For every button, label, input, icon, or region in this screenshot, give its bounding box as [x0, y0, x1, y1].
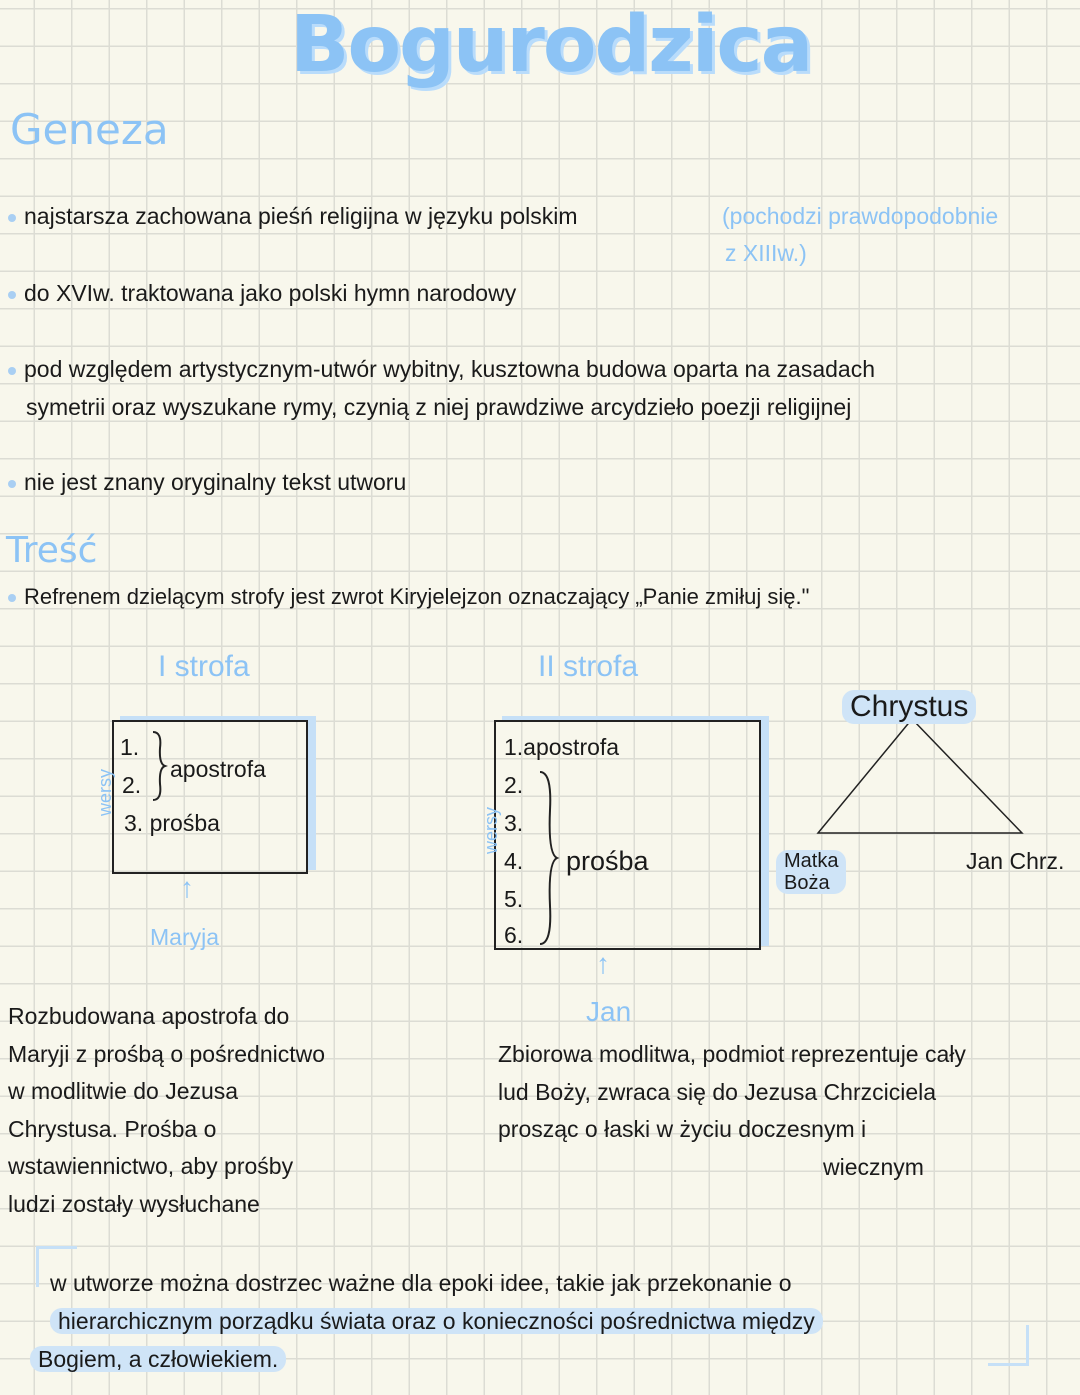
bullet-text: pod względem artystycznym-utwór wybitny, kusztowna budowa oparta na zasadach [24, 356, 875, 382]
bullet-text: Refrenem dzielącym strofy jest zwrot Kiryjelejzon oznaczający „Panie zmiłuj się." [24, 584, 810, 609]
bullet-2 [8, 280, 516, 307]
verse-3: 3. prośba [124, 810, 220, 836]
strofa-2-side-label: wersy [481, 806, 502, 855]
summary [38, 1264, 823, 1378]
desc-line: Zbiorowa modlitwa, podmiot reprezentuje cały [498, 1041, 966, 1067]
arrow-up-icon: ↑ [180, 872, 194, 903]
bullet-1 [8, 203, 578, 230]
bullet-text: do XVIw. traktowana jako polski hymn narodowy [24, 280, 517, 306]
verse-2: 2. [122, 772, 142, 798]
corner-bracket [988, 1325, 1029, 1366]
desc-line: prosząc o łaski w życiu doczesnym i [498, 1116, 867, 1142]
strofa-1-label: I strofa [158, 650, 250, 683]
page-title: Bogurodzica [290, 0, 812, 90]
label-line: Matka [784, 850, 839, 872]
bullet-icon [8, 291, 16, 299]
tresc-bullet [8, 584, 809, 610]
verse-3: 3. [504, 810, 524, 836]
strofa-1-brace-label: apostrofa [170, 756, 266, 782]
bullet-3-cont: symetrii oraz wyszukane rymy, czynią z niej prawdziwe arcydzieło poezji religijnej [26, 394, 852, 420]
bullet-text: najstarsza zachowana pieśń religijna w języku polskim [24, 203, 578, 229]
verse-2: 2. [504, 772, 524, 798]
bullet-icon [8, 367, 16, 375]
strofa-1-box [112, 720, 308, 874]
bullet-4 [8, 469, 406, 496]
summary-line: w utworze można dostrzec ważne dla epoki idee, takie jak przekonanie o [50, 1270, 792, 1296]
strofa-2-arrow-label: Jan [586, 996, 632, 1027]
verse-1: 1. [120, 734, 140, 760]
strofa-2-label: II strofa [538, 650, 639, 683]
arrow-up-icon: ↑ [596, 948, 610, 979]
desc-line: lud Boży, zwraca się do Jezusa Chrzciciela [498, 1078, 937, 1105]
strofa-2-brace-label: prośba [566, 846, 649, 876]
strofa-1-arrow-label: Maryja [150, 924, 220, 950]
desc-line: Chrystusa. Prośba o [8, 1115, 217, 1142]
desc-line: w modlitwie do Jezusa [8, 1078, 239, 1104]
heading-tresc: Treść [6, 530, 98, 571]
desc-line: wstawiennictwo, aby prośby [8, 1153, 294, 1179]
bullet-icon [8, 480, 16, 488]
hierarchy-triangle [810, 715, 1030, 840]
triangle-right-label: Jan Chrz. [966, 848, 1065, 874]
summary-line: hierarchicznym porządku świata oraz o konieczności pośrednictwa między [50, 1308, 823, 1334]
heading-geneza: Geneza [10, 105, 169, 154]
strofa-1-description [8, 998, 325, 1223]
bullet-text: nie jest znany oryginalny tekst utworu [24, 469, 407, 495]
brace-icon [150, 730, 168, 802]
label-line: Boża [784, 872, 830, 894]
desc-line: ludzi zostały wysłuchane [8, 1190, 260, 1217]
bullet-icon [8, 214, 16, 222]
bullet-3 [8, 356, 875, 383]
desc-line: wiecznym [823, 1153, 924, 1180]
triangle-top-label: Chrystus [842, 690, 976, 724]
verse-1: 1.apostrofa [504, 734, 620, 760]
strofa-2-description [498, 1036, 966, 1186]
desc-line: Rozbudowana apostrofa do [8, 1003, 290, 1029]
desc-line: Maryji z prośbą o pośrednictwo [8, 1040, 326, 1067]
strofa-1-side-label: wersy [95, 768, 116, 817]
verse-4: 4. [504, 848, 524, 874]
note-line-2: z XIIIw.) [725, 240, 807, 266]
verse-6: 6. [504, 922, 524, 948]
note-line-1: (pochodzi prawdopodobnie [722, 203, 999, 229]
bullet-icon [8, 594, 16, 602]
summary-line: Bogiem, a człowiekiem. [30, 1346, 286, 1372]
triangle-left-label [776, 850, 846, 894]
verse-5: 5. [504, 886, 524, 912]
brace-icon [536, 770, 560, 946]
